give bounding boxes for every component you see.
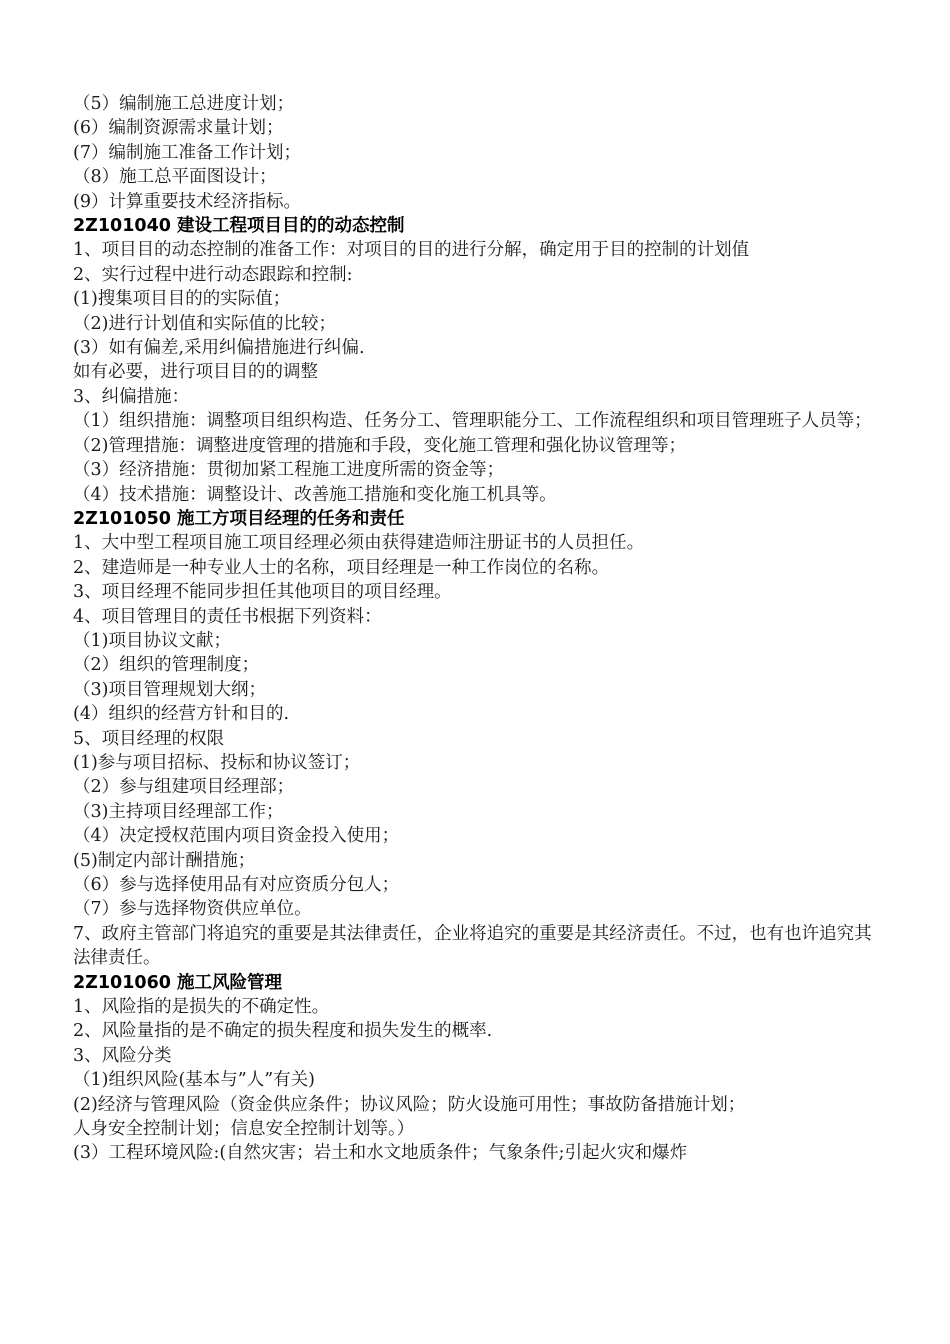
text-line: (4）组织的经营方针和目的.	[73, 704, 290, 725]
text-line: (2)经济与管理风险（资金供应条件；协议风险；防火设施可用性；事故防备措施计划；	[73, 1094, 746, 1115]
text-line: 2、风险量指的是不确定的损失程度和损失发生的概率.	[73, 1021, 493, 1042]
text-line: （2)管理措施：调整进度管理的措施和手段，变化施工管理和强化协议管理等；	[73, 435, 686, 456]
text-line: 5、项目经理的权限	[73, 728, 225, 749]
text-line: 7、政府主管部门将追究的重要是其法律责任，企业将追究的重要是其经济责任。不过，也有也许追究其法律责任。	[73, 923, 872, 969]
text-line: (9）计算重要技术经济指标。	[73, 191, 301, 212]
text-line: (3）如有偏差,采用纠偏措施进行纠偏.	[73, 338, 365, 359]
text-line: （4）决定授权范围内项目资金投入使用；	[73, 826, 400, 847]
text-line: （1)项目协议文献；	[73, 630, 231, 651]
text-line: (6）编制资源需求量计划；	[73, 118, 284, 139]
section-heading: 2Z101060 施工风险管理	[73, 972, 283, 993]
text-line: 3、项目经理不能同步担任其他项目的项目经理。	[73, 582, 452, 603]
text-line: 如有必要，进行项目目的的调整	[73, 362, 318, 383]
text-line: （2)进行计划值和实际值的比较；	[73, 313, 336, 334]
text-line: （2）参与组建项目经理部；	[73, 777, 295, 798]
section-heading: 2Z101040 建设工程项目目的的动态控制	[73, 216, 405, 237]
text-line: （2）组织的管理制度；	[73, 655, 260, 676]
text-line: （3）经济措施：贯彻加紧工程施工进度所需的资金等；	[73, 460, 505, 481]
text-line: 3、纠偏措施：	[73, 386, 190, 407]
text-line: 3、风险分类	[73, 1045, 172, 1066]
text-line: 2、建造师是一种专业人士的名称，项目经理是一种工作岗位的名称。	[73, 557, 610, 578]
text-line: (5)制定内部计酬措施；	[73, 850, 256, 871]
text-line: 人身安全控制计划；信息安全控制计划等。）	[73, 1119, 415, 1140]
text-line: （1)组织风险(基本与”人”有关)	[73, 1070, 316, 1091]
text-line: (7）编制施工准备工作计划；	[73, 142, 301, 163]
text-line: (1)参与项目招标、投标和协议签订；	[73, 752, 361, 773]
text-line: 1、风险指的是损失的不确定性。	[73, 997, 330, 1018]
text-line: (1)搜集项目目的的实际值；	[73, 289, 291, 310]
section-heading: 2Z101050 施工方项目经理的任务和责任	[73, 508, 405, 529]
text-line: （1）组织措施：调整项目组织构造、任务分工、管理职能分工、工作流程组织和项目管理班子人员等；	[73, 411, 872, 432]
document-page	[73, 92, 873, 1166]
text-line: 2、实行过程中进行动态跟踪和控制:	[73, 264, 353, 285]
text-line: （5）编制施工总进度计划；	[73, 94, 295, 114]
text-line: （8）施工总平面图设计；	[73, 167, 277, 188]
text-line: （3)项目管理规划大纲；	[73, 679, 266, 700]
text-line: （3)主持项目经理部工作；	[73, 801, 284, 822]
text-line: 4、项目管理目的责任书根据下列资料：	[73, 606, 382, 627]
text-line: (3）工程环境风险:(自然灾害；岩土和水文地质条件；气象条件;引起火灾和爆炸	[73, 1143, 688, 1164]
text-line: （6）参与选择使用品有对应资质分包人；	[73, 875, 400, 895]
text-line: 1、大中型工程项目施工项目经理必须由获得建造师注册证书的人员担任。	[73, 533, 645, 554]
text-line: 1、项目目的动态控制的准备工作：对项目的目的进行分解，确定用于目的控制的计划值	[73, 240, 750, 261]
text-line: （4）技术措施：调整设计、改善施工措施和变化施工机具等。	[73, 484, 557, 505]
text-line: （7）参与选择物资供应单位。	[73, 899, 312, 920]
